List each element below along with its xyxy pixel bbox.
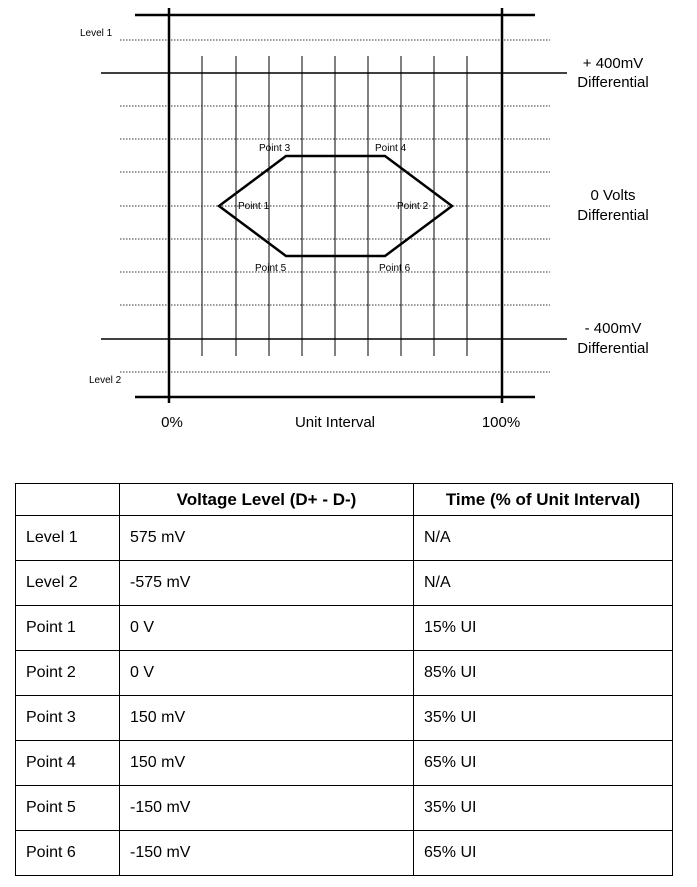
row-name: Level 2: [16, 561, 120, 606]
row-name: Level 1: [16, 516, 120, 561]
table-row: [16, 786, 673, 831]
table-row: [16, 651, 673, 696]
x-start-label: 0%: [161, 414, 183, 431]
row-voltage: -150 mV: [120, 831, 414, 876]
row-name: Point 1: [16, 606, 120, 651]
x-axis-label: Unit Interval: [294, 414, 376, 431]
table-row: [16, 606, 673, 651]
eye-mask-table: [15, 483, 673, 876]
table-row: [16, 561, 673, 606]
row-time: 15% UI: [414, 606, 673, 651]
row-time: 85% UI: [414, 651, 673, 696]
row-voltage: 150 mV: [120, 696, 414, 741]
x-end-label: 100%: [481, 414, 521, 431]
table-row: [16, 696, 673, 741]
zero-volts-sub-label: Differential: [577, 207, 649, 224]
header-cell-time: Time (% of Unit Interval): [414, 484, 673, 516]
row-name: Point 4: [16, 741, 120, 786]
row-time: 35% UI: [414, 696, 673, 741]
header-cell-name: [16, 484, 120, 516]
table-row: [16, 831, 673, 876]
minus400-label: - 400mV: [584, 320, 642, 337]
row-time: N/A: [414, 561, 673, 606]
row-voltage: 575 mV: [120, 516, 414, 561]
row-voltage: 0 V: [120, 606, 414, 651]
row-name: Point 2: [16, 651, 120, 696]
point1-label: Point 1: [238, 201, 270, 212]
header-cell-voltage: Voltage Level (D+ - D-): [120, 484, 414, 516]
row-time: 35% UI: [414, 786, 673, 831]
zero-volts-label: 0 Volts: [590, 187, 636, 204]
row-voltage: -575 mV: [120, 561, 414, 606]
minus400-sub-label: Differential: [577, 340, 649, 357]
level1-label: Level 1: [80, 28, 113, 39]
row-time: 65% UI: [414, 831, 673, 876]
table-header-row: [16, 484, 673, 516]
level2-label: Level 2: [89, 375, 122, 386]
point3-label: Point 3: [259, 143, 291, 154]
row-voltage: 150 mV: [120, 741, 414, 786]
row-name: Point 3: [16, 696, 120, 741]
point2-label: Point 2: [397, 201, 429, 212]
row-name: Point 5: [16, 786, 120, 831]
point6-label: Point 6: [379, 263, 411, 274]
point5-label: Point 5: [255, 263, 287, 274]
table-row: [16, 516, 673, 561]
plus400-sub-label: Differential: [577, 74, 649, 91]
row-time: N/A: [414, 516, 673, 561]
row-voltage: -150 mV: [120, 786, 414, 831]
row-voltage: 0 V: [120, 651, 414, 696]
table-row: [16, 741, 673, 786]
row-name: Point 6: [16, 831, 120, 876]
row-time: 65% UI: [414, 741, 673, 786]
point4-label: Point 4: [375, 143, 407, 154]
eye-diagram: [0, 0, 697, 440]
plus400-label: + 400mV: [582, 55, 644, 72]
